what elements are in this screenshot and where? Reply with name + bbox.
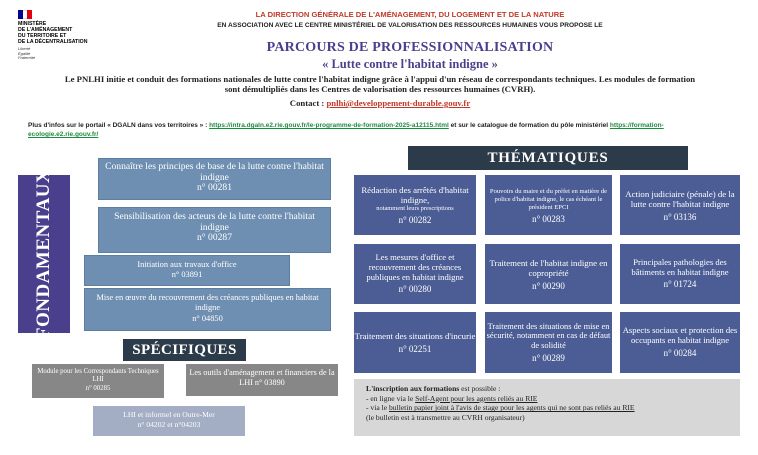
fondamentaux-label-wrap (18, 168, 70, 340)
thematique-module (354, 312, 476, 373)
specifiques-heading: SPÉCIFIQUES (123, 339, 246, 361)
association-heading: EN ASSOCIATION AVEC LE CENTRE MINISTÉRIEL DE VALORISATION DES RESSOURCES HUMAINES VOUS PROPOSE LE (217, 22, 603, 29)
module-title: Sensibilisation des acteurs de la lutte contre l'habitat indigne (114, 211, 315, 233)
module-title: Initiation aux travaux d'office (137, 260, 237, 269)
module-code: n° 03890 (254, 377, 285, 387)
module-code: n° 00285 (85, 384, 111, 392)
thematique-module (485, 244, 612, 304)
ministry-line: DU TERRITOIRE ET (18, 33, 67, 39)
module-title: Traitement des situations de mise en sécurité, notamment en cas de défaut de solidité (486, 321, 611, 350)
thematique-module (620, 244, 740, 304)
ministry-logo (18, 10, 128, 60)
portal-info (28, 121, 728, 139)
bulletin-link[interactable]: bulletin papier joint à l'avis de stage pour les agents qui ne sont pas reliés au RIE (388, 403, 635, 413)
module-title: Traitement de l'habitat indigne en copropriété (489, 257, 608, 278)
inscription-note: (le bulletin est à transmettre au CVRH organisateur) (366, 412, 525, 422)
fondamental-module (98, 158, 331, 200)
ministry-line: DE LA DÉCENTRALISATION (18, 39, 88, 45)
module-title: Les mesures d'office et recouvrement des créances publiques en habitat indigne (366, 251, 464, 282)
intro-paragraph: Le PNLHI initie et conduit des formations nationales de lutte contre l'habitat indigne grâce à l'appui d'un réseau de correspondants techniques. Les modules de formation sont démultipliés dans les Centres de valorisation des ressources humaines (CVRH). (64, 74, 696, 95)
fondamental-module (84, 255, 290, 286)
ministry-name (18, 21, 128, 45)
inscription-lead-bold: L'inscription aux formations (366, 384, 460, 393)
module-code: n° 01724 (663, 279, 697, 290)
module-title: Traitement des situations d'incurie (354, 331, 476, 341)
thematique-module (620, 312, 740, 373)
french-flag-icon (18, 10, 32, 19)
inscription-option-online (366, 394, 740, 404)
motto-line: Liberté (18, 46, 31, 51)
module-title: Pouvoirs du maire et du préfet en matière de police d'habitat indigne, le cas échéant le président EPCI (489, 187, 608, 211)
module-subtitle: notamment leurs prescriptions (376, 204, 454, 212)
thematique-module (354, 175, 476, 235)
option-prefix: - via le (366, 403, 389, 413)
portal-link[interactable]: https://intra.dgaln.e2.rie.gouv.fr/le-programme-de-formation-2025-a12115.html (209, 122, 449, 129)
fondamental-module (98, 207, 331, 253)
motto-line: Fraternité (18, 55, 36, 61)
module-code: n° 00287 (196, 232, 233, 244)
module-code: n° 00290 (532, 280, 565, 291)
catalogue-text: et sur le catalogue de formation du pôle ministériel (450, 122, 609, 129)
catalogue-link[interactable]: https://formation-ecologie.e2.rie.gouv.fr/ (28, 122, 664, 138)
specifique-module (93, 406, 245, 436)
inscription-lead-rest: est possible : (459, 384, 501, 393)
contact-email-link[interactable]: pnlhi@developpement-durable.gouv.fr (326, 98, 471, 108)
page-subtitle: « Lutte contre l'habitat indigne » (322, 57, 498, 71)
module-title: Connaître les principes de base de la lutte contre l'habitat indigne (105, 161, 324, 183)
module-code: n° 00283 (532, 213, 565, 224)
module-title: Rédaction des arrêtés d'habitat indigne, (361, 184, 469, 205)
thematique-module (354, 244, 476, 304)
module-title: Action judiciaire (pénale) de la lutte contre l'habitat indigne (625, 188, 735, 209)
module-title: Module pour les Correspondants Techniques LHI (37, 368, 159, 384)
portal-text: Plus d'infos sur le portail « DGALN dans vos territoires » : (28, 122, 208, 129)
module-title: Principales pathologies des bâtiments en habitat indigne (631, 256, 729, 277)
ministry-line: MINISTÈRE (18, 21, 47, 27)
module-code: n° 03891 (171, 270, 203, 279)
module-title: LHI et informel en Outre-Mer (123, 410, 215, 419)
fondamental-module (84, 288, 331, 331)
module-title: Les outils d'aménagement et financiers de la LHI (189, 368, 335, 387)
module-code: n° 03136 (663, 211, 697, 222)
contact-label: Contact : (289, 98, 325, 108)
module-code: n° 04850 (192, 313, 223, 323)
inscription-lead (366, 384, 740, 394)
self-agent-link[interactable]: Self-Agent pour les agents reliés au RIE (415, 393, 538, 403)
motto-line: Égalité (18, 50, 31, 56)
module-title: Aspects sociaux et protection des occupants en habitat indigne (622, 325, 738, 346)
thematique-module (485, 175, 612, 235)
fondamentaux-label: FONDAMENTAUX (33, 168, 54, 340)
specifique-module (32, 364, 164, 398)
module-title: Mise en œuvre du recouvrement des créances publiques en habitat indigne (96, 293, 319, 313)
thematique-module (485, 312, 612, 373)
module-code: n° 00289 (532, 352, 565, 363)
thematiques-heading: THÉMATIQUES (408, 146, 688, 170)
module-code: n° 00281 (196, 182, 233, 194)
option-prefix: - en ligne via le (366, 393, 416, 403)
module-code: n° 00280 (398, 284, 432, 295)
module-code: n° 02251 (398, 344, 432, 354)
ministry-line: DE L'AMÉNAGEMENT (18, 27, 73, 33)
module-code: n° 00282 (398, 215, 432, 226)
specifique-module (186, 364, 338, 396)
inscription-box (354, 379, 740, 436)
inscription-option-paper (366, 403, 740, 413)
republic-motto (18, 47, 35, 61)
contact-line (200, 98, 560, 108)
module-code: n° 00284 (663, 347, 697, 358)
direction-heading: LA DIRECTION GÉNÉRALE DE L'AMÉNAGEMENT, DU LOGEMENT ET DE LA NATURE (255, 10, 565, 19)
module-code: n° 04202 et n°04203 (137, 419, 201, 429)
thematique-module (620, 175, 740, 235)
page-title: PARCOURS DE PROFESSIONNALISATION (266, 40, 554, 55)
